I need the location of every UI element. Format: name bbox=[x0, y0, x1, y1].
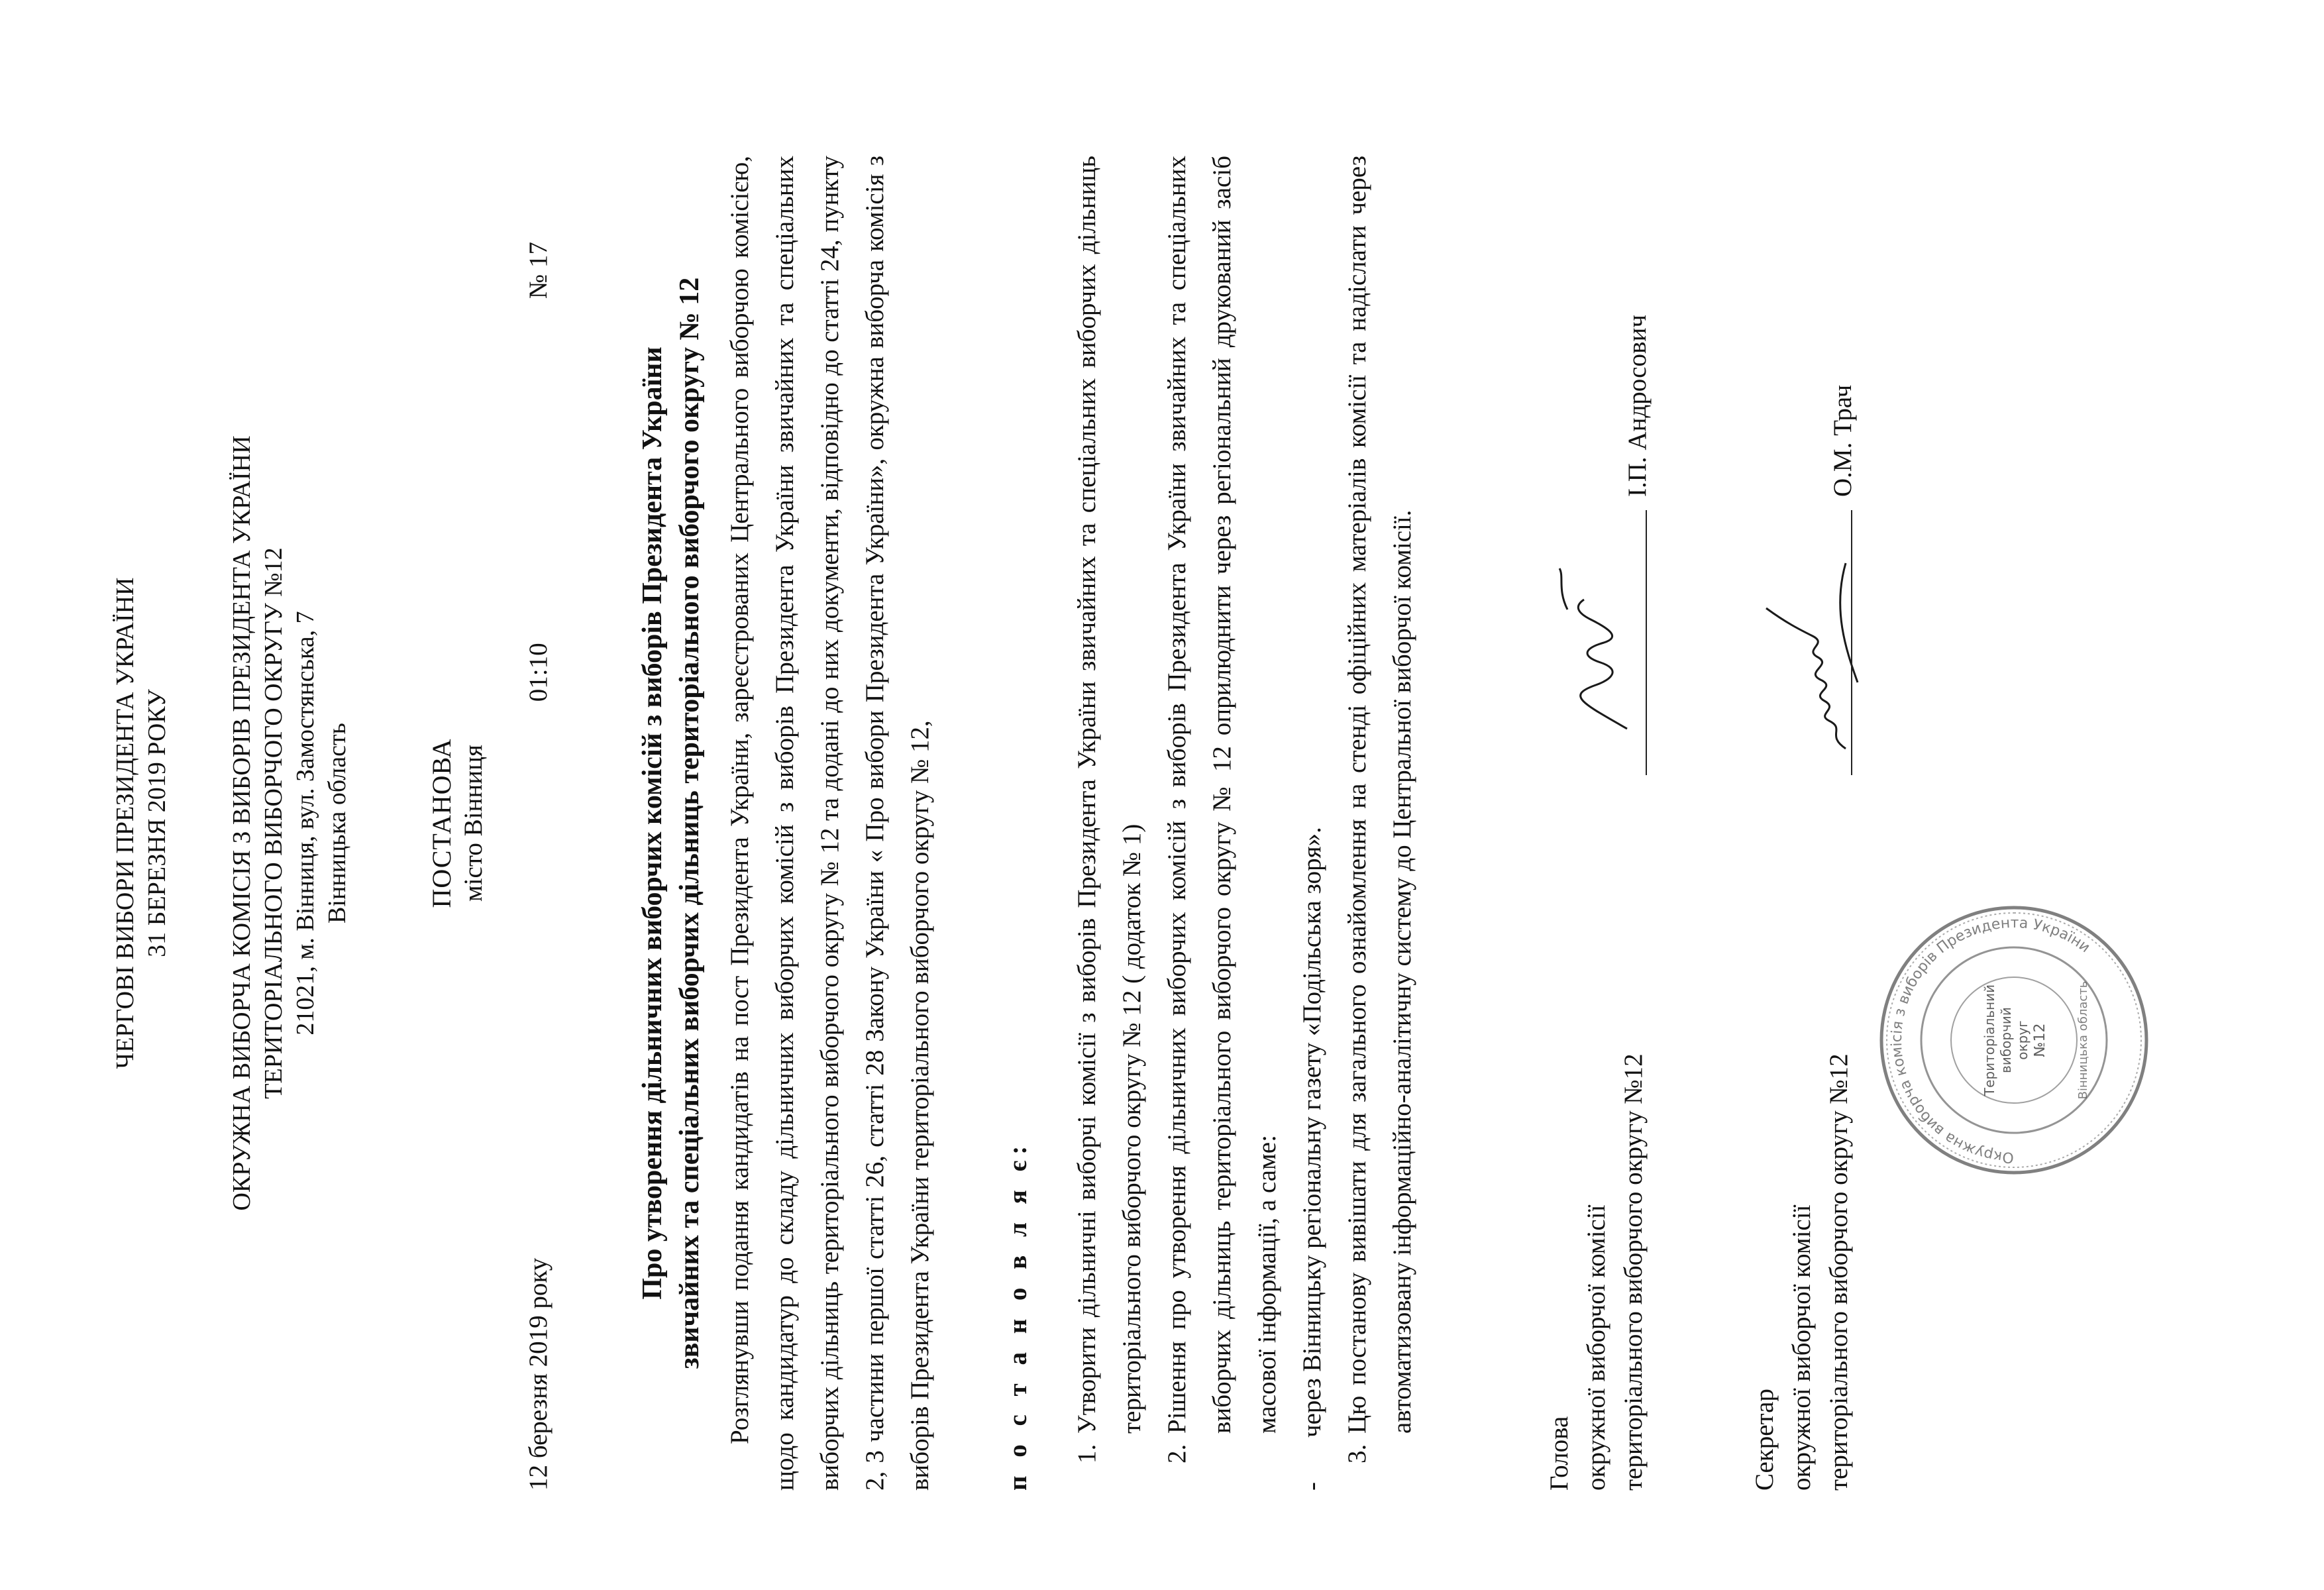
preamble-paragraph: Розглянувши подання кандидатів на пост Президента України, зареєстрованих Центрального виборчою комісією, щодо кандидатур до складу дільничних виборчих комісій з виборів Президента України звичайних та спеціальних виборчих дільниць територіального виборчого округу № 12 та додані до них документи, відповідно до статті 24, пункту 2, 3 частини першої статті 26, статті 28 Закону України « Про вибори Президента України», окружна виборча комісія з виборів Президента України територіального виборчого округу № 12, bbox=[725, 156, 934, 1491]
resolution-number: № 17 bbox=[524, 242, 553, 299]
election-date: 31 БЕРЕЗНЯ 2019 РОКУ bbox=[143, 689, 171, 957]
stamp-center-line3: округ bbox=[2015, 1020, 2031, 1060]
resolution-item-3: 3. Цю постанову вивішати для загального ознайомлення на стенді офіційних матеріалів комісії та надіслати через автоматизовану інформаційно-аналітичну систему до Центральної виборчої комісії. bbox=[1335, 156, 1425, 1438]
official-stamp-seal bbox=[1875, 901, 2153, 1179]
commission-region: Вінницька область bbox=[323, 723, 351, 924]
signature-block-chair bbox=[1541, 156, 1740, 1491]
chair-role bbox=[1541, 1053, 1652, 1491]
secretary-district: територіального виборчого округу №12 bbox=[1824, 1053, 1853, 1491]
resolves-heading: п о с т а н о в л я є: bbox=[1004, 1140, 1032, 1491]
resolution-city: місто Вінниця bbox=[459, 745, 488, 902]
resolution-meta-row bbox=[516, 156, 561, 1491]
secretary-role bbox=[1746, 1053, 1858, 1491]
stamp-center-line4: №12 bbox=[2032, 1023, 2048, 1057]
resolution-items bbox=[1065, 156, 1290, 1491]
resolution-heading-block bbox=[426, 156, 490, 1491]
resolution-title bbox=[634, 156, 708, 1491]
resolution-heading: ПОСТАНОВА bbox=[427, 738, 456, 908]
resolution-title-line1: Про утворення дільничних виборчих комісій з виборів Президента України bbox=[637, 346, 668, 1300]
resolution-item-1: 1. Утворити дільничні виборчі комісії з виборів Президента України звичайних та спеціальних виборчих дільниць територіального виборчого округу № 12 ( додаток № 1) bbox=[1065, 156, 1155, 1438]
signature-block-secretary bbox=[1746, 156, 1945, 1491]
chair-signature-line bbox=[1646, 510, 1647, 775]
resolution-items-continued bbox=[1335, 156, 1425, 1491]
district-name: ТЕРИТОРІАЛЬНОГО ВИБОРЧОГО ОКРУГУ №12 bbox=[260, 547, 288, 1099]
secretary-commission: окружної виборчої комісії bbox=[1787, 1204, 1816, 1491]
resolution-item-2: 2. Рішення про утворення дільничних виборчих комісій з виборів Президента України звичайних та спеціальних виборчих дільниць територіального виборчого округу № 12 оприлюднити через регіональний друкований засіб масової інформації, а саме: bbox=[1155, 156, 1290, 1438]
dash-marker: - bbox=[1298, 1482, 1326, 1491]
secretary-title: Секретар bbox=[1750, 1389, 1779, 1491]
resolution-date: 12 березня 2019 року bbox=[524, 1257, 553, 1491]
resolution-title-line2: звичайних та спеціальних виборчих дільниць територіального виборчого округу № 12 bbox=[674, 277, 705, 1369]
election-header bbox=[109, 156, 173, 1491]
chair-name: І.П. Андросович bbox=[1623, 315, 1652, 497]
dash-list-item bbox=[1290, 156, 1335, 1491]
stamp-ring-text: Окружна виборча комісія з виборів Президента України bbox=[1888, 914, 2093, 1166]
chair-title: Голова bbox=[1545, 1416, 1573, 1491]
commission-header bbox=[226, 156, 353, 1491]
secretary-signature bbox=[1746, 550, 1872, 762]
chair-signature bbox=[1554, 556, 1640, 742]
commission-address: 21021, м. Вінниця, вул. Замостянська, 7 bbox=[291, 611, 319, 1035]
secretary-signature-line bbox=[1851, 510, 1852, 775]
chair-district: територіального виборчого округу №12 bbox=[1619, 1053, 1648, 1491]
stamp-center-line2: виборчий bbox=[1998, 1007, 2014, 1073]
chair-commission: окружної виборчої комісії bbox=[1582, 1204, 1611, 1491]
election-title: ЧЕРГОВІ ВИБОРИ ПРЕЗИДЕНТА УКРАЇНИ bbox=[111, 577, 139, 1069]
secretary-name: О.М. Трач bbox=[1828, 384, 1857, 497]
resolution-time: 01:10 bbox=[524, 643, 553, 702]
stamp-bottom-text: Вінницька область bbox=[2076, 980, 2090, 1100]
commission-name: ОКРУЖНА ВИБОРЧА КОМІСІЯ З ВИБОРІВ ПРЕЗИДЕНТА УКРАЇНИ bbox=[228, 435, 256, 1211]
stamp-center-line1: Територіальний bbox=[1981, 984, 1997, 1096]
dash-item-text: через Вінницьку регіональну газету «Подільська зоря». bbox=[1298, 827, 1326, 1438]
